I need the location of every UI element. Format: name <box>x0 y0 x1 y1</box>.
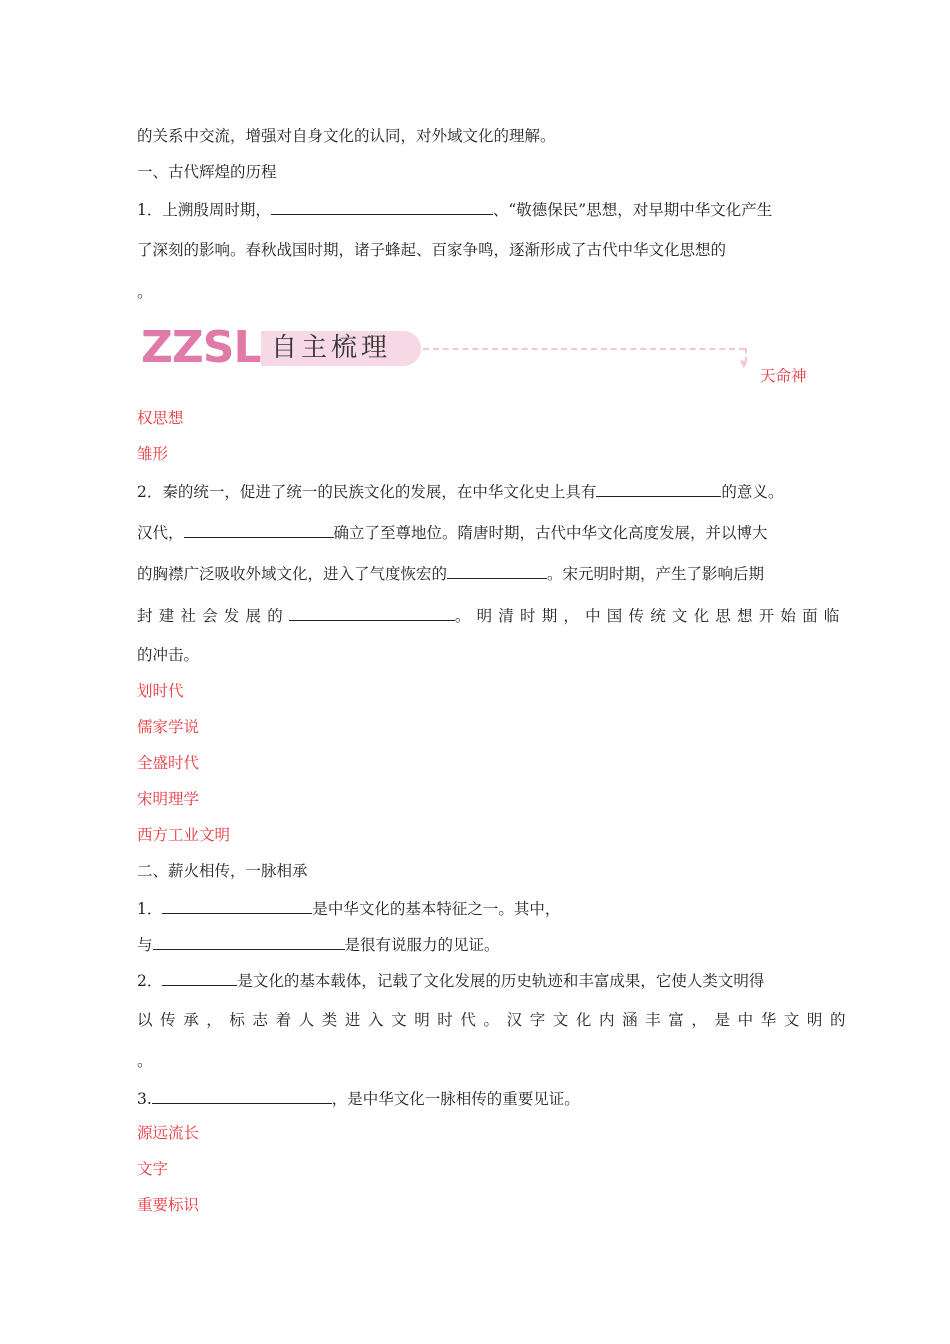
text-line: 1．上溯殷周时期， 、“敬德保民”思想，对早期中华文化产生 <box>137 198 772 220</box>
answer-text: 重要标识 <box>137 1196 200 1214</box>
banner-title: 自主梳理 <box>271 333 392 363</box>
answer-blank <box>162 897 312 914</box>
answer-text: 源远流长 <box>137 1124 200 1142</box>
section-heading: 二、薪火相传，一脉相承 <box>137 862 308 880</box>
text-line: 汉代， 确立了至尊地位。隋唐时期，古代中华文化高度发展，并以博大 <box>137 521 768 543</box>
answer-text: 权思想 <box>137 409 184 427</box>
banner-dash-line <box>423 348 745 350</box>
text-line: 的冲击。 <box>137 646 200 664</box>
text-line: 的胸襟广泛吸收外域文化，进入了气度恢宏的 。宋元明时期，产生了影响后期 <box>137 562 764 584</box>
text-line: 的关系中交流，增强对自身文化的认同，对外域文化的理解。 <box>137 127 556 145</box>
text-line: 1． 是中华文化的基本特征之一。其中， <box>137 897 560 919</box>
section-banner <box>141 322 761 382</box>
answer-blank <box>271 198 493 215</box>
answer-text: 划时代 <box>137 682 184 700</box>
answer-blank <box>153 933 345 950</box>
section-heading: 一、古代辉煌的历程 <box>137 163 277 181</box>
text-line: 3. ，是中华文化一脉相传的重要见证。 <box>137 1087 580 1109</box>
text-line: 2．秦的统一，促进了统一的民族文化的发展，在中华文化史上具有 的意义。 <box>137 480 783 502</box>
text-line: 与 是很有说服力的见证。 <box>137 933 500 955</box>
arrow-down-icon: ▼ <box>740 359 748 370</box>
answer-blank <box>289 604 455 621</box>
text-line: 以传承，标志着人类进入文明时代。汉字文化内涵丰富，是中华文明的 <box>137 1011 854 1029</box>
answer-blank <box>184 521 334 538</box>
text-line: 了深刻的影响。春秋战国时期，诸子蜂起、百家争鸣，逐渐形成了古代中华文化思想的 <box>137 241 727 259</box>
text-line: 封建社会发展的 。明清时期，中国传统文化思想开始面临 <box>137 604 846 626</box>
answer-text: 雏形 <box>137 445 169 463</box>
answer-blank <box>447 562 547 579</box>
text-line: 2． 是文化的基本载体，记载了文化发展的历史轨迹和丰富成果，它使人类文明得 <box>137 969 764 991</box>
answer-blank <box>162 969 237 986</box>
text-line: 。 <box>137 283 153 301</box>
banner-logo: ZZSL <box>141 322 261 373</box>
answer-blank <box>152 1087 332 1104</box>
text-line: 。 <box>137 1052 153 1070</box>
answer-text: 儒家学说 <box>137 718 200 736</box>
answer-text: 天命神 <box>760 367 807 385</box>
answer-text: 宋明理学 <box>137 790 200 808</box>
answer-text: 西方工业文明 <box>137 826 231 844</box>
answer-text: 全盛时代 <box>137 754 200 772</box>
answer-blank <box>596 480 721 497</box>
answer-text: 文字 <box>137 1160 169 1178</box>
banner-pill <box>261 331 421 366</box>
